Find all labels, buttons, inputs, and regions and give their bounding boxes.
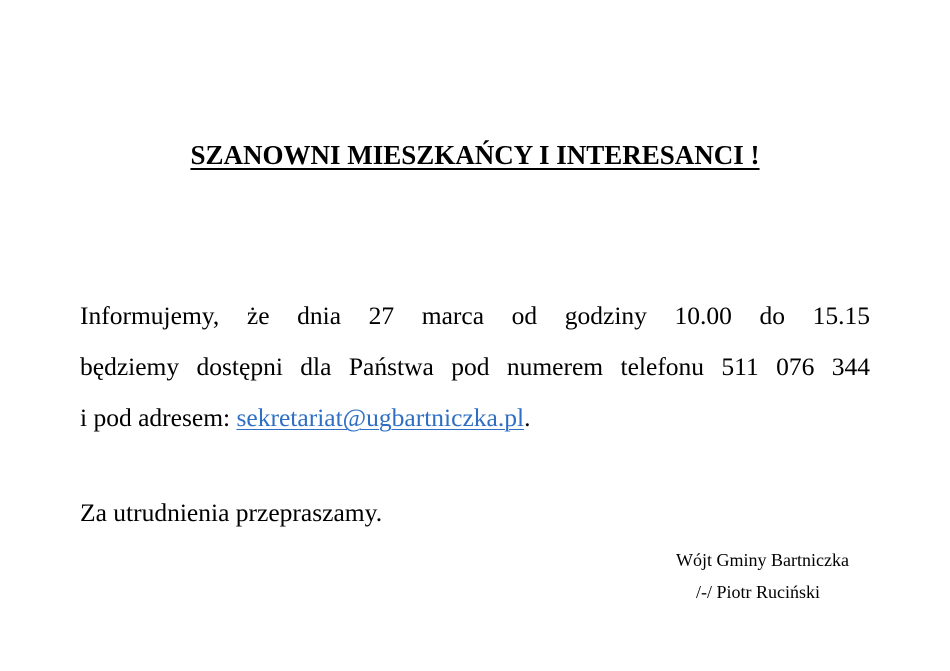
body-line-email [80,392,870,443]
signature-block [676,544,849,608]
body-line-phone: będziemy dostępni dla Państwa pod numerem telefonu 511 076 344 [80,352,870,381]
apology-text: Za utrudnienia przepraszamy. [80,498,383,527]
signature-title: Wójt Gminy Bartniczka [676,550,849,570]
notice-body [80,290,870,443]
email-prefix: i pod adresem: [80,403,237,432]
signature-name: /-/ Piotr Ruciński [696,582,821,602]
body-line-date-hours: Informujemy, że dnia 27 marca od godziny 10.00 do 15.15 [80,301,870,330]
email-link[interactable]: sekretariat@ugbartniczka.pl [236,403,525,432]
email-suffix: . [524,403,531,432]
notice-title: SZANOWNI MIESZKAŃCY I INTERESANCI ! [190,140,760,170]
